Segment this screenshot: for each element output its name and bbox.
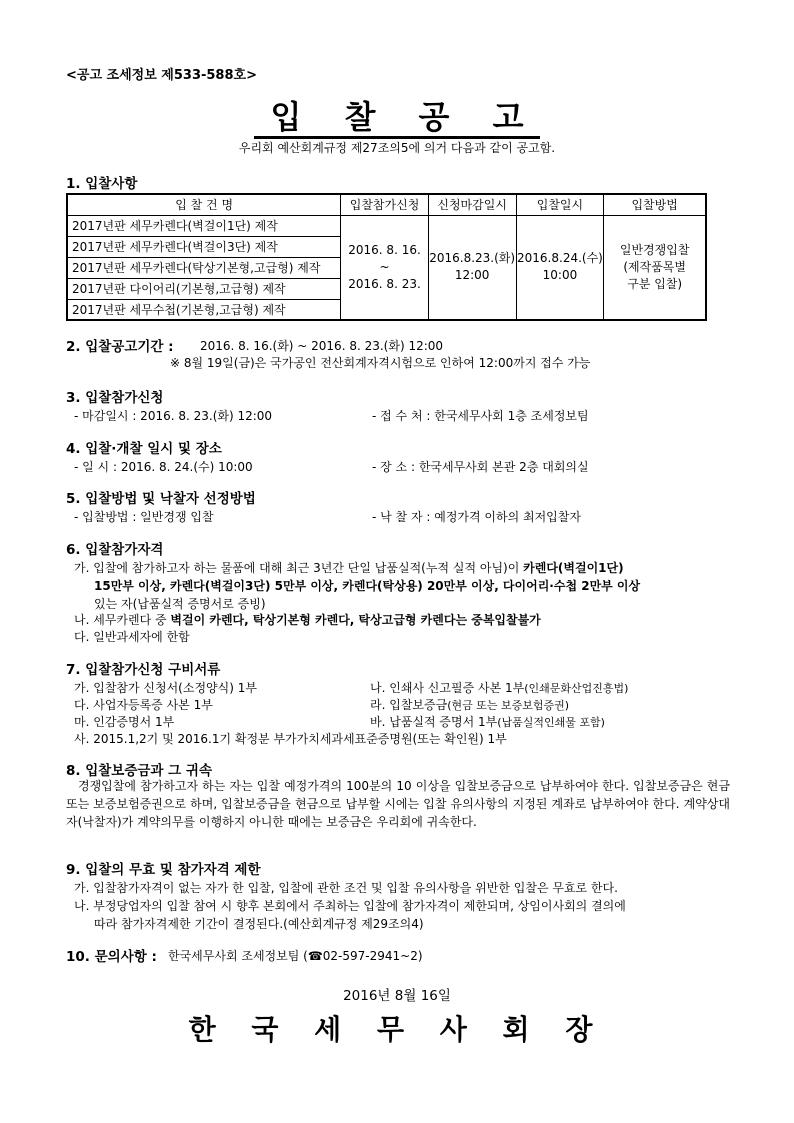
doc-ma: 마. 인감증명서 1부 (74, 715, 175, 729)
method-line-1: 일반경쟁입찰 (619, 242, 690, 257)
section-1-heading: 1. 입찰사항 (66, 176, 138, 192)
notice-period-note: ※ 8월 19일(금)은 국가공인 전산회계자격시험으로 인하여 12:00까지 접수 가능 (170, 356, 591, 370)
col-header-apply: 입찰참가신청 (341, 194, 428, 215)
section-2-heading: 2. 입찰공고기간 : (66, 339, 174, 355)
apply-place: - 접 수 처 : 한국세무사회 1층 조세정보팀 (372, 409, 589, 423)
bid-method-cell (604, 215, 706, 320)
intro-text: 우리회 예산회계규정 제27조의5에 의거 다음과 같이 공고함. (238, 141, 556, 155)
doc-sa: 사. 2015.1,2기 및 2016.1기 확정분 부가가치세과세표준증명원(또는 확인원) 1부 (74, 732, 507, 746)
bid-method: - 입찰방법 : 일반경쟁 입찰 (74, 510, 214, 524)
bid-time: 10:00 (542, 268, 578, 283)
bid-items-table (66, 193, 707, 321)
qualification-ga (74, 559, 624, 576)
deadline-date: 2016.8.23.(화) (429, 251, 516, 266)
page-title (0, 92, 794, 138)
item-cell: 2017년판 세무카렌다(벽걸이3단) 제작 (67, 236, 341, 257)
col-header-item: 입 찰 건 명 (67, 194, 341, 215)
page-title-text: 입 찰 공 고 (254, 98, 539, 139)
section-10-heading: 10. 문의사항 : (66, 949, 157, 965)
qualification-ga-line3: 있는 자(납품실적 증명서로 증빙) (94, 597, 266, 611)
item-cell: 2017년판 세무카렌다(탁상기본형,고급형) 제작 (67, 257, 341, 278)
deposit-paragraph: 경쟁입찰에 참가하고자 하는 자는 입찰 예정가격의 100분의 10 이상을 입찰보증금으로 납부하여야 한다. 입찰보증금은 현금 또는 보증보험증권으로 하며, 입찰보증금을 현금으로 납부할 시에는 입찰 유의사항의 지정된 계좌로 납부하여야 한다. 계약상대자(낙찰자)가 계약의무를 이행하지 아니한 때에는 보증금은 우리회에 귀속한다. (66, 779, 730, 829)
qualification-da: 다. 일반과세자에 한함 (74, 630, 190, 644)
doc-ba-text: 바. 납품실적 증명서 1부 (370, 715, 498, 729)
section-5-heading: 5. 입찰방법 및 낙찰자 선정방법 (66, 491, 256, 507)
doc-ra (370, 696, 569, 713)
qualification-ga-text: 가. 입찰에 참가하고자 하는 물품에 대해 최근 3년간 단일 납품실적(누적 실적 아님)이 (74, 561, 520, 575)
col-header-method: 입찰방법 (604, 194, 706, 215)
method-line-2: (제작품목별 (623, 259, 686, 274)
doc-na-note: (인쇄문화산업진흥법) (524, 682, 629, 695)
notice-date: 2016년 8월 16일 (343, 988, 451, 1004)
doc-ba (370, 713, 605, 730)
item-cell: 2017년판 세무수첩(기본형,고급형) 제작 (67, 299, 341, 320)
table-header-row (67, 194, 706, 215)
doc-ba-note: (납품실적인쇄물 포함) (497, 716, 605, 729)
section-3-heading: 3. 입찰참가신청 (66, 390, 164, 406)
doc-na-text: 나. 인쇄사 신고필증 사본 1부 (370, 681, 525, 695)
invalid-na: 나. 부정당업자의 입찰 참여 시 향후 본회에서 주최하는 입찰에 참가자격이 제한되며, 상임이사회의 결의에 (74, 899, 626, 913)
invalid-ga: 가. 입찰참가자격이 없는 자가 한 입찰, 입찰에 관한 조건 및 입찰 유의사항을 위반한 입찰은 무효로 한다. (74, 881, 618, 895)
qualification-ga-bold: 카렌다(벽걸이1단) (523, 561, 624, 575)
section-7-heading: 7. 입찰참가신청 구비서류 (66, 662, 221, 678)
bid-date-cell (516, 215, 604, 320)
invalid-na-line2: 따라 참가자격제한 기간이 결정된다.(예산회계규정 제29조의4) (94, 917, 424, 931)
apply-tilde: ~ (379, 259, 390, 274)
table-row (67, 215, 706, 236)
apply-deadline: - 마감일시 : 2016. 8. 23.(화) 12:00 (74, 409, 273, 423)
col-header-deadline: 신청마감일시 (428, 194, 516, 215)
deadline-cell (428, 215, 516, 320)
bid-datetime: - 일 시 : 2016. 8. 24.(수) 10:00 (74, 460, 253, 474)
qualification-na (74, 611, 541, 628)
doc-ga: 가. 입찰참가 신청서(소정양식) 1부 (74, 681, 257, 695)
col-header-bid-date: 입찰일시 (516, 194, 604, 215)
doc-ra-note: (현금 또는 보증보험증권) (447, 699, 570, 712)
section-8-heading: 8. 입찰보증금과 그 귀속 (66, 763, 212, 779)
qualification-na-text: 나. 세무카렌다 중 (74, 613, 167, 627)
item-cell: 2017년판 세무카렌다(벽걸이1단) 제작 (67, 215, 341, 236)
notice-period: 2016. 8. 16.(화) ~ 2016. 8. 23.(화) 12:00 (200, 339, 444, 353)
apply-end: 2016. 8. 23. (348, 276, 421, 291)
section-9-heading: 9. 입찰의 무효 및 참가자격 제한 (66, 862, 261, 878)
bid-place: - 장 소 : 한국세무사회 본관 2층 대회의실 (372, 460, 589, 474)
doc-da: 다. 사업자등록증 사본 1부 (74, 698, 213, 712)
deadline-time: 12:00 (454, 268, 490, 283)
bid-date: 2016.8.24.(수) (517, 251, 603, 266)
winner-method: - 낙 찰 자 : 예정가격 이하의 최저입찰자 (372, 510, 581, 524)
issuer-name: 한 국 세 무 사 회 장 (188, 1013, 606, 1046)
notice-number: <공고 조세정보 제533-588호> (66, 68, 257, 83)
section-6-heading: 6. 입찰참가자격 (66, 542, 164, 558)
doc-ra-text: 라. 입찰보증금 (370, 698, 448, 712)
apply-start: 2016. 8. 16. (348, 242, 421, 257)
qualification-na-bold: 벽걸이 카렌다, 탁상기본형 카렌다, 탁상고급형 카렌다는 중복입찰불가 (170, 613, 541, 627)
contact-info: 한국세무사회 조세정보팀 (☎02-597-2941~2) (168, 949, 423, 963)
method-line-3: 구분 입찰) (627, 276, 683, 291)
item-cell: 2017년판 다이어리(기본형,고급형) 제작 (67, 278, 341, 299)
section-4-heading: 4. 입찰·개찰 일시 및 장소 (66, 441, 222, 457)
doc-na (370, 679, 628, 696)
apply-period-cell (341, 215, 428, 320)
qualification-ga-line2: 15만부 이상, 카렌다(벽걸이3단) 5만부 이상, 카렌다(탁상용) 20만부 이상, 다이어리·수첩 2만부 이상 (94, 579, 641, 593)
